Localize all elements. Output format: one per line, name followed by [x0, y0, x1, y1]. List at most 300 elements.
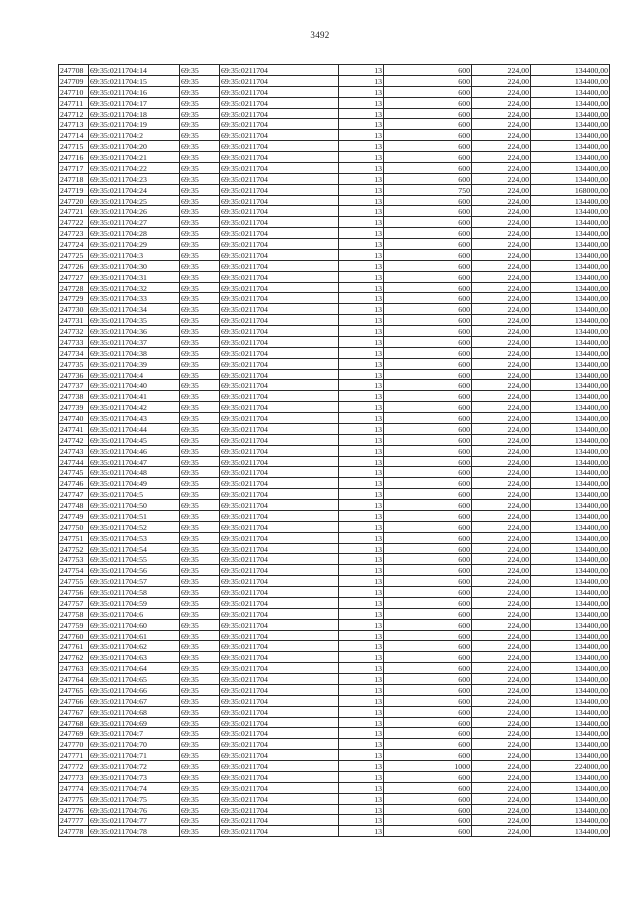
area-value-cell: 600: [384, 510, 472, 521]
district-code-cell: 69:35: [180, 597, 220, 608]
cadastral-number-cell: 69:35:0211704:30: [89, 260, 180, 271]
district-code-cell: 69:35: [180, 500, 220, 511]
row-number-cell: 247753: [59, 554, 89, 565]
category-code-cell: 13: [339, 576, 384, 587]
district-code-cell: 69:35: [180, 489, 220, 500]
area-value-cell: 1000: [384, 761, 472, 772]
cadastral-value-cell: 134400,00: [531, 510, 610, 521]
area-value-cell: 600: [384, 282, 472, 293]
cadastral-value-cell: 134400,00: [531, 674, 610, 685]
district-code-cell: 69:35: [180, 326, 220, 337]
row-number-cell: 247718: [59, 173, 89, 184]
table-row: [59, 510, 610, 521]
category-code-cell: 13: [339, 195, 384, 206]
row-number-cell: 247723: [59, 228, 89, 239]
cadastral-number-cell: 69:35:0211704:5: [89, 489, 180, 500]
area-value-cell: 600: [384, 108, 472, 119]
cadastral-value-cell: 168000,00: [531, 184, 610, 195]
category-code-cell: 13: [339, 804, 384, 815]
cadastral-block-cell: 69:35:0211704: [220, 391, 339, 402]
table-row: [59, 195, 610, 206]
district-code-cell: 69:35: [180, 630, 220, 641]
category-code-cell: 13: [339, 521, 384, 532]
cadastral-number-cell: 69:35:0211704:59: [89, 597, 180, 608]
cadastral-number-cell: 69:35:0211704:55: [89, 554, 180, 565]
category-code-cell: 13: [339, 282, 384, 293]
cadastral-block-cell: 69:35:0211704: [220, 162, 339, 173]
category-code-cell: 13: [339, 717, 384, 728]
cadastral-block-cell: 69:35:0211704: [220, 119, 339, 130]
cadastral-value-cell: 134400,00: [531, 793, 610, 804]
cadastral-block-cell: 69:35:0211704: [220, 369, 339, 380]
cadastral-number-cell: 69:35:0211704:17: [89, 97, 180, 108]
district-code-cell: 69:35: [180, 576, 220, 587]
row-number-cell: 247734: [59, 347, 89, 358]
area-value-cell: 600: [384, 358, 472, 369]
table-row: [59, 293, 610, 304]
area-value-cell: 600: [384, 739, 472, 750]
cadastral-number-cell: 69:35:0211704:57: [89, 576, 180, 587]
area-value-cell: 600: [384, 663, 472, 674]
cadastral-block-cell: 69:35:0211704: [220, 282, 339, 293]
cadastral-number-cell: 69:35:0211704:44: [89, 423, 180, 434]
district-code-cell: 69:35: [180, 423, 220, 434]
area-value-cell: 600: [384, 173, 472, 184]
area-value-cell: 600: [384, 478, 472, 489]
table-row: [59, 706, 610, 717]
cadastral-number-cell: 69:35:0211704:16: [89, 86, 180, 97]
cadastral-value-cell: 134400,00: [531, 641, 610, 652]
category-code-cell: 13: [339, 543, 384, 554]
area-value-cell: 600: [384, 804, 472, 815]
cadastral-block-cell: 69:35:0211704: [220, 293, 339, 304]
cadastral-number-cell: 69:35:0211704:74: [89, 782, 180, 793]
area-value-cell: 600: [384, 793, 472, 804]
cadastral-block-cell: 69:35:0211704: [220, 75, 339, 86]
cadastral-block-cell: 69:35:0211704: [220, 576, 339, 587]
district-code-cell: 69:35: [180, 565, 220, 576]
cadastral-block-cell: 69:35:0211704: [220, 500, 339, 511]
category-code-cell: 13: [339, 141, 384, 152]
row-number-cell: 247714: [59, 130, 89, 141]
cadastral-value-cell: 134400,00: [531, 173, 610, 184]
category-code-cell: 13: [339, 293, 384, 304]
district-code-cell: 69:35: [180, 608, 220, 619]
table-row: [59, 434, 610, 445]
row-number-cell: 247727: [59, 271, 89, 282]
row-number-cell: 247724: [59, 239, 89, 250]
cadastral-number-cell: 69:35:0211704:25: [89, 195, 180, 206]
cadastral-block-cell: 69:35:0211704: [220, 206, 339, 217]
cadastral-number-cell: 69:35:0211704:3: [89, 249, 180, 260]
rate-value-cell: 224,00: [472, 358, 531, 369]
cadastral-number-cell: 69:35:0211704:24: [89, 184, 180, 195]
area-value-cell: 600: [384, 532, 472, 543]
rate-value-cell: 224,00: [472, 478, 531, 489]
area-value-cell: 600: [384, 576, 472, 587]
table-row: [59, 761, 610, 772]
cadastral-block-cell: 69:35:0211704: [220, 173, 339, 184]
district-code-cell: 69:35: [180, 75, 220, 86]
row-number-cell: 247729: [59, 293, 89, 304]
table-row: [59, 500, 610, 511]
area-value-cell: 600: [384, 467, 472, 478]
table-row: [59, 326, 610, 337]
category-code-cell: 13: [339, 173, 384, 184]
district-code-cell: 69:35: [180, 369, 220, 380]
cadastral-value-cell: 134400,00: [531, 228, 610, 239]
rate-value-cell: 224,00: [472, 304, 531, 315]
table-row: [59, 239, 610, 250]
cadastral-number-cell: 69:35:0211704:45: [89, 434, 180, 445]
area-value-cell: 600: [384, 423, 472, 434]
rate-value-cell: 224,00: [472, 565, 531, 576]
cadastral-block-cell: 69:35:0211704: [220, 260, 339, 271]
area-value-cell: 600: [384, 630, 472, 641]
district-code-cell: 69:35: [180, 336, 220, 347]
category-code-cell: 13: [339, 326, 384, 337]
cadastral-value-cell: 134400,00: [531, 402, 610, 413]
rate-value-cell: 224,00: [472, 663, 531, 674]
cadastral-value-cell: 134400,00: [531, 500, 610, 511]
cadastral-number-cell: 69:35:0211704:37: [89, 336, 180, 347]
row-number-cell: 247752: [59, 543, 89, 554]
table-row: [59, 750, 610, 761]
rate-value-cell: 224,00: [472, 141, 531, 152]
table-row: [59, 249, 610, 260]
category-code-cell: 13: [339, 587, 384, 598]
cadastral-block-cell: 69:35:0211704: [220, 217, 339, 228]
district-code-cell: 69:35: [180, 695, 220, 706]
cadastral-block-cell: 69:35:0211704: [220, 717, 339, 728]
category-code-cell: 13: [339, 65, 384, 76]
row-number-cell: 247766: [59, 695, 89, 706]
table-row: [59, 380, 610, 391]
area-value-cell: 600: [384, 717, 472, 728]
table-row: [59, 521, 610, 532]
district-code-cell: 69:35: [180, 141, 220, 152]
area-value-cell: 600: [384, 608, 472, 619]
cadastral-number-cell: 69:35:0211704:14: [89, 65, 180, 76]
category-code-cell: 13: [339, 260, 384, 271]
row-number-cell: 247765: [59, 684, 89, 695]
cadastral-number-cell: 69:35:0211704:54: [89, 543, 180, 554]
cadastral-value-cell: 134400,00: [531, 782, 610, 793]
cadastral-value-cell: 134400,00: [531, 119, 610, 130]
table-row: [59, 478, 610, 489]
table-row: [59, 260, 610, 271]
table-row: [59, 282, 610, 293]
cadastral-number-cell: 69:35:0211704:48: [89, 467, 180, 478]
cadastral-block-cell: 69:35:0211704: [220, 467, 339, 478]
table-row: [59, 184, 610, 195]
cadastral-number-cell: 69:35:0211704:34: [89, 304, 180, 315]
cadastral-number-cell: 69:35:0211704:43: [89, 413, 180, 424]
table-row: [59, 369, 610, 380]
rate-value-cell: 224,00: [472, 423, 531, 434]
table-row: [59, 641, 610, 652]
row-number-cell: 247777: [59, 815, 89, 826]
table-row: [59, 402, 610, 413]
area-value-cell: 600: [384, 500, 472, 511]
district-code-cell: 69:35: [180, 206, 220, 217]
rate-value-cell: 224,00: [472, 195, 531, 206]
area-value-cell: 600: [384, 271, 472, 282]
rate-value-cell: 224,00: [472, 826, 531, 837]
rate-value-cell: 224,00: [472, 336, 531, 347]
cadastral-value-cell: 134400,00: [531, 565, 610, 576]
row-number-cell: 247708: [59, 65, 89, 76]
cadastral-block-cell: 69:35:0211704: [220, 86, 339, 97]
area-value-cell: 600: [384, 65, 472, 76]
cadastral-number-cell: 69:35:0211704:4: [89, 369, 180, 380]
category-code-cell: 13: [339, 706, 384, 717]
rate-value-cell: 224,00: [472, 641, 531, 652]
table-row: [59, 162, 610, 173]
cadastral-value-cell: 134400,00: [531, 478, 610, 489]
category-code-cell: 13: [339, 674, 384, 685]
cadastral-number-cell: 69:35:0211704:7: [89, 728, 180, 739]
row-number-cell: 247771: [59, 750, 89, 761]
rate-value-cell: 224,00: [472, 347, 531, 358]
area-value-cell: 600: [384, 641, 472, 652]
cadastral-block-cell: 69:35:0211704: [220, 641, 339, 652]
category-code-cell: 13: [339, 619, 384, 630]
category-code-cell: 13: [339, 402, 384, 413]
district-code-cell: 69:35: [180, 619, 220, 630]
cadastral-value-cell: 134400,00: [531, 86, 610, 97]
row-number-cell: 247754: [59, 565, 89, 576]
area-value-cell: 600: [384, 152, 472, 163]
row-number-cell: 247756: [59, 587, 89, 598]
district-code-cell: 69:35: [180, 587, 220, 598]
rate-value-cell: 224,00: [472, 271, 531, 282]
cadastral-number-cell: 69:35:0211704:40: [89, 380, 180, 391]
cadastral-value-cell: 134400,00: [531, 619, 610, 630]
category-code-cell: 13: [339, 478, 384, 489]
rate-value-cell: 224,00: [472, 630, 531, 641]
district-code-cell: 69:35: [180, 739, 220, 750]
cadastral-block-cell: 69:35:0211704: [220, 815, 339, 826]
area-value-cell: 600: [384, 195, 472, 206]
cadastral-value-cell: 134400,00: [531, 663, 610, 674]
category-code-cell: 13: [339, 565, 384, 576]
cadastral-value-cell: 134400,00: [531, 815, 610, 826]
rate-value-cell: 224,00: [472, 597, 531, 608]
cadastral-value-cell: 224000,00: [531, 761, 610, 772]
table-row: [59, 467, 610, 478]
district-code-cell: 69:35: [180, 391, 220, 402]
cadastral-block-cell: 69:35:0211704: [220, 543, 339, 554]
table-row: [59, 771, 610, 782]
district-code-cell: 69:35: [180, 184, 220, 195]
category-code-cell: 13: [339, 445, 384, 456]
area-value-cell: 600: [384, 489, 472, 500]
cadastral-block-cell: 69:35:0211704: [220, 336, 339, 347]
district-code-cell: 69:35: [180, 445, 220, 456]
cadastral-number-cell: 69:35:0211704:33: [89, 293, 180, 304]
cadastral-block-cell: 69:35:0211704: [220, 619, 339, 630]
area-value-cell: 600: [384, 293, 472, 304]
rate-value-cell: 224,00: [472, 652, 531, 663]
district-code-cell: 69:35: [180, 510, 220, 521]
rate-value-cell: 224,00: [472, 554, 531, 565]
table-row: [59, 815, 610, 826]
cadastral-block-cell: 69:35:0211704: [220, 347, 339, 358]
rate-value-cell: 224,00: [472, 108, 531, 119]
rate-value-cell: 224,00: [472, 217, 531, 228]
cadastral-block-cell: 69:35:0211704: [220, 782, 339, 793]
cadastral-number-cell: 69:35:0211704:70: [89, 739, 180, 750]
cadastral-value-cell: 134400,00: [531, 358, 610, 369]
cadastral-value-cell: 134400,00: [531, 108, 610, 119]
table-row: [59, 587, 610, 598]
cadastral-block-cell: 69:35:0211704: [220, 228, 339, 239]
cadastral-number-cell: 69:35:0211704:22: [89, 162, 180, 173]
area-value-cell: 600: [384, 402, 472, 413]
category-code-cell: 13: [339, 315, 384, 326]
district-code-cell: 69:35: [180, 532, 220, 543]
category-code-cell: 13: [339, 641, 384, 652]
cadastral-value-cell: 134400,00: [531, 771, 610, 782]
cadastral-value-cell: 134400,00: [531, 532, 610, 543]
cadastral-number-cell: 69:35:0211704:47: [89, 456, 180, 467]
cadastral-block-cell: 69:35:0211704: [220, 65, 339, 76]
rate-value-cell: 224,00: [472, 576, 531, 587]
rate-value-cell: 224,00: [472, 130, 531, 141]
category-code-cell: 13: [339, 206, 384, 217]
page-number: 3492: [310, 30, 330, 40]
category-code-cell: 13: [339, 97, 384, 108]
area-value-cell: 600: [384, 445, 472, 456]
row-number-cell: 247721: [59, 206, 89, 217]
cadastral-block-cell: 69:35:0211704: [220, 630, 339, 641]
table-row: [59, 826, 610, 837]
cadastral-block-cell: 69:35:0211704: [220, 152, 339, 163]
rate-value-cell: 224,00: [472, 456, 531, 467]
cadastral-value-cell: 134400,00: [531, 326, 610, 337]
category-code-cell: 13: [339, 739, 384, 750]
category-code-cell: 13: [339, 793, 384, 804]
cadastral-value-cell: 134400,00: [531, 445, 610, 456]
area-value-cell: 600: [384, 347, 472, 358]
cadastral-number-cell: 69:35:0211704:2: [89, 130, 180, 141]
category-code-cell: 13: [339, 119, 384, 130]
district-code-cell: 69:35: [180, 543, 220, 554]
cadastral-number-cell: 69:35:0211704:41: [89, 391, 180, 402]
category-code-cell: 13: [339, 500, 384, 511]
table-row: [59, 619, 610, 630]
area-value-cell: 600: [384, 554, 472, 565]
rate-value-cell: 224,00: [472, 75, 531, 86]
category-code-cell: 13: [339, 239, 384, 250]
cadastral-block-cell: 69:35:0211704: [220, 674, 339, 685]
row-number-cell: 247744: [59, 456, 89, 467]
cadastral-value-cell: 134400,00: [531, 804, 610, 815]
rate-value-cell: 224,00: [472, 413, 531, 424]
table-row: [59, 304, 610, 315]
rate-value-cell: 224,00: [472, 739, 531, 750]
category-code-cell: 13: [339, 271, 384, 282]
cadastral-value-cell: 134400,00: [531, 652, 610, 663]
district-code-cell: 69:35: [180, 86, 220, 97]
rate-value-cell: 224,00: [472, 587, 531, 598]
row-number-cell: 247774: [59, 782, 89, 793]
rate-value-cell: 224,00: [472, 445, 531, 456]
table-row: [59, 532, 610, 543]
row-number-cell: 247716: [59, 152, 89, 163]
rate-value-cell: 224,00: [472, 804, 531, 815]
table-row: [59, 75, 610, 86]
rate-value-cell: 224,00: [472, 282, 531, 293]
area-value-cell: 600: [384, 228, 472, 239]
district-code-cell: 69:35: [180, 239, 220, 250]
area-value-cell: 600: [384, 97, 472, 108]
rate-value-cell: 224,00: [472, 489, 531, 500]
cadastral-value-cell: 134400,00: [531, 260, 610, 271]
cadastral-number-cell: 69:35:0211704:28: [89, 228, 180, 239]
rate-value-cell: 224,00: [472, 510, 531, 521]
cadastral-block-cell: 69:35:0211704: [220, 315, 339, 326]
district-code-cell: 69:35: [180, 282, 220, 293]
table-row: [59, 315, 610, 326]
cadastral-value-cell: 134400,00: [531, 587, 610, 598]
area-value-cell: 600: [384, 217, 472, 228]
rate-value-cell: 224,00: [472, 532, 531, 543]
cadastral-number-cell: 69:35:0211704:27: [89, 217, 180, 228]
rate-value-cell: 224,00: [472, 467, 531, 478]
rate-value-cell: 224,00: [472, 293, 531, 304]
cadastral-number-cell: 69:35:0211704:42: [89, 402, 180, 413]
category-code-cell: 13: [339, 489, 384, 500]
category-code-cell: 13: [339, 467, 384, 478]
table-row: [59, 97, 610, 108]
district-code-cell: 69:35: [180, 782, 220, 793]
cadastral-value-table: [58, 64, 610, 837]
rate-value-cell: 224,00: [472, 369, 531, 380]
row-number-cell: 247739: [59, 402, 89, 413]
row-number-cell: 247719: [59, 184, 89, 195]
district-code-cell: 69:35: [180, 315, 220, 326]
district-code-cell: 69:35: [180, 413, 220, 424]
district-code-cell: 69:35: [180, 380, 220, 391]
district-code-cell: 69:35: [180, 228, 220, 239]
cadastral-value-cell: 134400,00: [531, 467, 610, 478]
cadastral-value-cell: 134400,00: [531, 336, 610, 347]
district-code-cell: 69:35: [180, 771, 220, 782]
rate-value-cell: 224,00: [472, 750, 531, 761]
rate-value-cell: 224,00: [472, 391, 531, 402]
category-code-cell: 13: [339, 456, 384, 467]
category-code-cell: 13: [339, 684, 384, 695]
district-code-cell: 69:35: [180, 717, 220, 728]
cadastral-block-cell: 69:35:0211704: [220, 445, 339, 456]
row-number-cell: 247711: [59, 97, 89, 108]
row-number-cell: 247745: [59, 467, 89, 478]
category-code-cell: 13: [339, 413, 384, 424]
area-value-cell: 600: [384, 162, 472, 173]
district-code-cell: 69:35: [180, 162, 220, 173]
cadastral-block-cell: 69:35:0211704: [220, 423, 339, 434]
cadastral-block-cell: 69:35:0211704: [220, 130, 339, 141]
district-code-cell: 69:35: [180, 554, 220, 565]
table-row: [59, 739, 610, 750]
area-value-cell: 600: [384, 130, 472, 141]
rate-value-cell: 224,00: [472, 173, 531, 184]
row-number-cell: 247740: [59, 413, 89, 424]
category-code-cell: 13: [339, 336, 384, 347]
cadastral-value-cell: 134400,00: [531, 391, 610, 402]
